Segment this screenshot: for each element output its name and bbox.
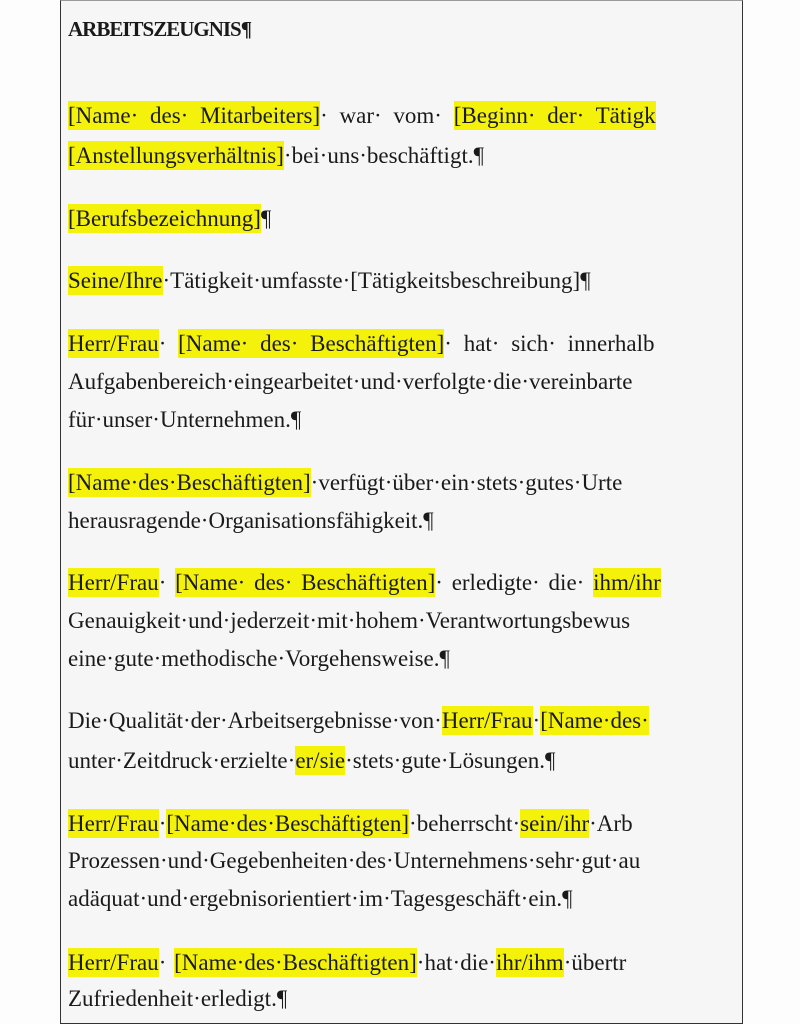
text-segment: · hat· sich· innerhalb: [444, 331, 655, 356]
highlighted-placeholder: Herr/Frau: [68, 570, 159, 595]
text-segment: ·beherrscht·: [409, 811, 521, 836]
text-line: [68, 329, 655, 359]
text-line: [68, 204, 271, 234]
text-line: [68, 367, 632, 397]
text-line: [68, 706, 649, 736]
text-line: [68, 405, 301, 435]
text-segment: adäquat·und·ergebnisorientiert·im·Tagesgeschäft·ein.¶: [68, 886, 573, 911]
text-line: [68, 984, 287, 1014]
text-segment: · erledigte· die·: [435, 570, 594, 595]
highlighted-placeholder: [Name·des·Beschäftigten]: [166, 811, 410, 836]
highlighted-placeholder: Herr/Frau: [68, 950, 159, 975]
text-segment: ·Tätigkeit·umfasste·[Tätigkeitsbeschreibung]¶: [162, 268, 591, 293]
text-segment: Die·Qualität·der·Arbeitsergebnisse·von·: [68, 708, 442, 733]
text-line: [68, 101, 656, 131]
highlighted-placeholder: [Beginn· der· Tätigk: [453, 103, 656, 128]
highlighted-placeholder: [Name·des·: [540, 708, 649, 733]
text-segment: ·bei·uns·beschäftigt.¶: [283, 143, 485, 168]
text-segment: Genauigkeit·und·jederzeit·mit·hohem·Verantwortungsbewus: [68, 608, 631, 633]
text-line: [68, 644, 450, 674]
text-line: [68, 506, 434, 536]
text-line: [68, 884, 573, 914]
text-segment: ·: [158, 950, 175, 975]
text-line: [68, 746, 555, 776]
document-title: ARBEITSZEUGNIS¶: [68, 17, 252, 41]
highlighted-placeholder: Herr/Frau: [441, 708, 533, 733]
highlighted-placeholder: [Name·des·Beschäftigten]: [174, 950, 417, 975]
text-line: [68, 141, 484, 171]
text-segment: herausragende·Organisationsfähigkeit.¶: [68, 508, 434, 533]
text-line: [68, 948, 626, 978]
text-segment: Zufriedenheit·erledigt.¶: [68, 986, 288, 1011]
document-page: [60, 0, 743, 1024]
highlighted-placeholder: Seine/Ihre: [68, 268, 163, 293]
highlighted-placeholder: [Name·des·Beschäftigten]: [68, 470, 311, 495]
highlighted-placeholder: [Berufsbezeichnung]: [68, 206, 261, 231]
text-line: [68, 568, 661, 598]
text-segment: unter·Zeitdruck·erzielte·: [68, 748, 296, 773]
text-segment: eine·gute·methodische·Vorgehensweise.¶: [68, 646, 450, 671]
highlighted-placeholder: [Name· des· Beschäftigten]: [178, 331, 445, 356]
highlighted-placeholder: [Name· des· Beschäftigten]: [175, 570, 436, 595]
text-segment: ·hat·die·: [416, 950, 496, 975]
text-segment: · war· vom·: [320, 103, 454, 128]
text-segment: ·: [158, 570, 176, 595]
highlighted-placeholder: Herr/Frau: [68, 331, 159, 356]
highlighted-placeholder: er/sie: [295, 748, 346, 773]
text-segment: ·: [532, 708, 541, 733]
text-line: [68, 606, 630, 636]
highlighted-placeholder: sein/ihr: [520, 811, 590, 836]
text-line: [68, 809, 633, 839]
highlighted-placeholder: [Anstellungsverhältnis]: [68, 143, 284, 168]
highlighted-placeholder: ihm/ihr: [593, 570, 661, 595]
text-segment: ¶: [260, 206, 272, 231]
text-segment: ·stets·gute·Lösungen.¶: [345, 748, 556, 773]
text-segment: ·verfügt·über·ein·stets·gutes·Urte: [310, 470, 623, 495]
text-segment: ·übertr: [563, 950, 627, 975]
text-segment: für·unser·Unternehmen.¶: [68, 407, 302, 432]
highlighted-placeholder: Herr/Frau: [68, 811, 159, 836]
text-segment: ·: [158, 811, 167, 836]
text-line: [68, 266, 591, 296]
text-segment: Aufgabenbereich·eingearbeitet·und·verfolgte·die·vereinbarte: [68, 369, 633, 394]
text-segment: ·: [158, 331, 179, 356]
highlighted-placeholder: ihr/ihm: [495, 950, 564, 975]
text-line: [68, 468, 622, 498]
text-line: [68, 846, 640, 876]
text-segment: Prozessen·und·Gegebenheiten·des·Unternehmens·sehr·gut·au: [68, 848, 641, 873]
highlighted-placeholder: [Name· des· Mitarbeiters]: [68, 103, 321, 128]
text-segment: ·Arb: [589, 811, 633, 836]
